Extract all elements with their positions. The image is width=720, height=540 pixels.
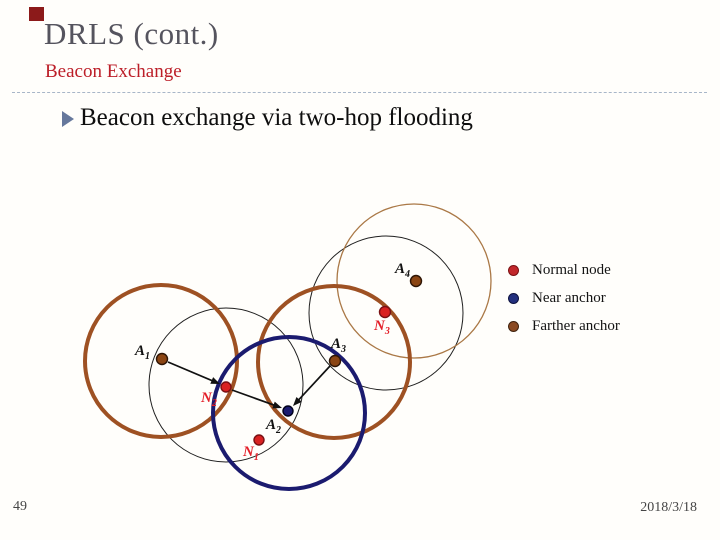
legend-label-near-anchor: Near anchor bbox=[532, 289, 606, 306]
node-dot-A3 bbox=[330, 356, 341, 367]
legend-item-normal-node bbox=[508, 256, 620, 284]
slide-subtitle: Beacon Exchange bbox=[45, 61, 182, 82]
normal-node-dot-icon bbox=[508, 265, 519, 276]
node-label-N2 bbox=[201, 391, 217, 409]
node-label-N3 bbox=[374, 319, 390, 337]
node-dot-A2 bbox=[283, 406, 293, 416]
node-label-main: A bbox=[331, 336, 342, 352]
node-label-sub: 1 bbox=[253, 452, 259, 463]
legend-label-normal-node: Normal node bbox=[532, 261, 611, 278]
node-label-A4 bbox=[395, 262, 410, 280]
farther-anchor-dot-icon bbox=[508, 321, 519, 332]
node-label-sub: 3 bbox=[341, 344, 347, 355]
arrowhead-N2-to-A2 bbox=[272, 402, 282, 409]
node-label-sub: 3 bbox=[384, 326, 390, 337]
legend-label-farther-anchor: Farther anchor bbox=[532, 317, 620, 334]
legend-item-farther-anchor bbox=[508, 312, 620, 340]
node-dot-N2 bbox=[221, 382, 231, 392]
node-label-main: N bbox=[374, 318, 385, 334]
node-dot-N3 bbox=[380, 307, 391, 318]
node-label-A3 bbox=[331, 337, 346, 355]
node-label-main: A bbox=[266, 417, 277, 433]
node-label-sub: 2 bbox=[276, 425, 282, 436]
node-dot-A4 bbox=[411, 276, 422, 287]
slide-title: DRLS (cont.) bbox=[44, 16, 219, 51]
node-label-sub: 1 bbox=[145, 351, 151, 362]
beacon-line-N2-to-A2 bbox=[232, 390, 276, 406]
near-anchor-dot-icon bbox=[508, 293, 519, 304]
node-label-N1 bbox=[243, 445, 259, 463]
node-label-main: A bbox=[135, 343, 146, 359]
legend-item-near-anchor bbox=[508, 284, 620, 312]
node-label-A2 bbox=[266, 418, 281, 436]
node-label-main: A bbox=[395, 261, 406, 277]
beacon-line-A1-to-N2 bbox=[168, 362, 214, 382]
node-label-A1 bbox=[135, 344, 150, 362]
node-dot-N1 bbox=[254, 435, 264, 445]
slide-date: 2018/3/18 bbox=[640, 500, 697, 515]
node-label-sub: 2 bbox=[211, 398, 217, 409]
page-number: 49 bbox=[13, 499, 27, 514]
node-label-main: N bbox=[243, 444, 254, 460]
node-dot-A1 bbox=[157, 354, 168, 365]
node-label-main: N bbox=[201, 390, 212, 406]
bullet-text: Beacon exchange via two-hop flooding bbox=[80, 104, 473, 131]
node-label-sub: 4 bbox=[405, 269, 411, 280]
legend bbox=[508, 256, 620, 340]
